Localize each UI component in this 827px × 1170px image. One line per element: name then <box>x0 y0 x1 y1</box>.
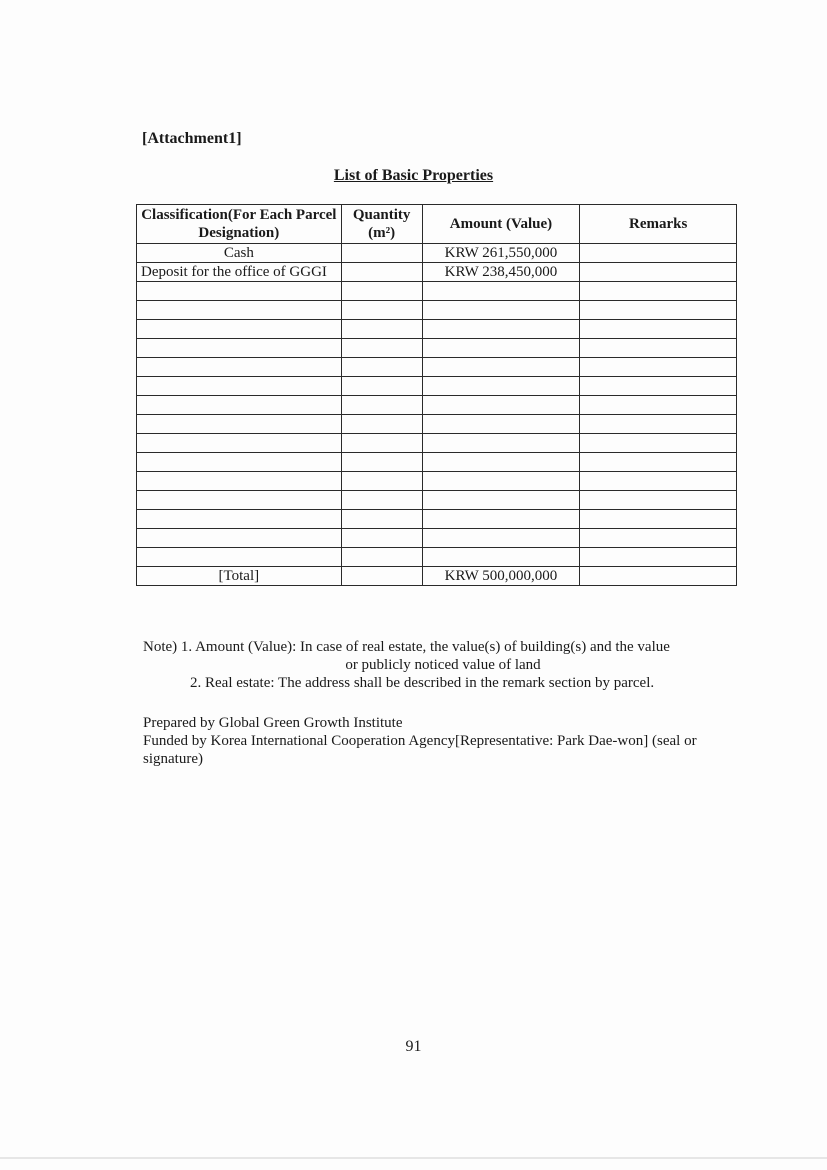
document-title: List of Basic Properties <box>333 167 494 184</box>
empty-cell <box>580 453 737 472</box>
table-row-empty <box>137 415 737 434</box>
empty-cell <box>341 434 422 453</box>
empty-cell <box>341 320 422 339</box>
table-row <box>137 244 737 263</box>
empty-cell <box>341 358 422 377</box>
empty-cell <box>422 510 580 529</box>
table-row-empty <box>137 434 737 453</box>
empty-cell <box>422 434 580 453</box>
properties-table <box>136 204 737 586</box>
empty-cell <box>341 282 422 301</box>
empty-cell <box>137 282 342 301</box>
empty-cell <box>341 472 422 491</box>
header-quantity: Quantity (m²) <box>341 205 422 244</box>
empty-cell <box>422 301 580 320</box>
table-row-empty <box>137 301 737 320</box>
empty-cell <box>422 282 580 301</box>
empty-cell <box>341 491 422 510</box>
empty-cell <box>137 339 342 358</box>
total-row <box>137 567 737 586</box>
cell-amount: KRW 261,550,000 <box>422 244 580 263</box>
table-row-empty <box>137 472 737 491</box>
header-remarks: Remarks <box>580 205 737 244</box>
empty-cell <box>137 491 342 510</box>
cell-quantity <box>341 244 422 263</box>
empty-cell <box>422 396 580 415</box>
empty-cell <box>580 320 737 339</box>
empty-cell <box>580 491 737 510</box>
table-row-empty <box>137 548 737 567</box>
empty-cell <box>137 529 342 548</box>
empty-cell <box>341 529 422 548</box>
empty-cell <box>137 472 342 491</box>
table-row-empty <box>137 377 737 396</box>
table-row-empty <box>137 358 737 377</box>
empty-cell <box>422 377 580 396</box>
table-row-empty <box>137 282 737 301</box>
empty-cell <box>422 320 580 339</box>
table-row-empty <box>137 491 737 510</box>
empty-cell <box>341 415 422 434</box>
empty-cell <box>580 548 737 567</box>
empty-cell <box>422 529 580 548</box>
scan-edge-divider <box>0 1157 827 1159</box>
empty-cell <box>422 472 580 491</box>
empty-cell <box>580 396 737 415</box>
table-header-row <box>137 205 737 244</box>
cell-quantity <box>341 263 422 282</box>
funded-by: Funded by Korea International Cooperation Agency[Representative: Park Dae-won] (seal or signature) <box>143 733 697 767</box>
empty-cell <box>580 358 737 377</box>
empty-cell <box>580 510 737 529</box>
empty-cell <box>422 548 580 567</box>
prepared-by: Prepared by Global Green Growth Institute <box>143 715 403 731</box>
notes <box>143 638 743 692</box>
table-row <box>137 263 737 282</box>
empty-cell <box>137 301 342 320</box>
empty-cell <box>341 377 422 396</box>
empty-cell <box>137 453 342 472</box>
empty-cell <box>422 453 580 472</box>
empty-cell <box>137 358 342 377</box>
empty-cell <box>580 415 737 434</box>
empty-cell <box>422 491 580 510</box>
empty-cell <box>341 339 422 358</box>
empty-cell <box>580 377 737 396</box>
empty-cell <box>580 434 737 453</box>
header-amount: Amount (Value) <box>422 205 580 244</box>
empty-cell <box>137 510 342 529</box>
empty-cell <box>341 548 422 567</box>
empty-cell <box>137 415 342 434</box>
table-row-empty <box>137 529 737 548</box>
empty-cell <box>580 472 737 491</box>
cell-amount: KRW 238,450,000 <box>422 263 580 282</box>
page-number: 91 <box>405 1038 422 1055</box>
table-row-empty <box>137 396 737 415</box>
empty-cell <box>580 529 737 548</box>
empty-cell <box>422 415 580 434</box>
total-remarks <box>580 567 737 586</box>
cell-classification: Cash <box>137 244 342 263</box>
empty-cell <box>137 396 342 415</box>
table-row-empty <box>137 453 737 472</box>
empty-cell <box>422 358 580 377</box>
note-1: Note) 1. Amount (Value): In case of real estate, the value(s) of building(s) and the value <box>143 639 670 655</box>
cell-remarks <box>580 263 737 282</box>
cell-remarks <box>580 244 737 263</box>
empty-cell <box>137 548 342 567</box>
empty-cell <box>580 301 737 320</box>
preparation-info <box>143 714 743 768</box>
empty-cell <box>137 320 342 339</box>
empty-cell <box>341 396 422 415</box>
table-row-empty <box>137 339 737 358</box>
empty-cell <box>422 339 580 358</box>
empty-cell <box>341 453 422 472</box>
empty-cell <box>137 377 342 396</box>
table-row-empty <box>137 320 737 339</box>
empty-cell <box>341 510 422 529</box>
empty-cell <box>341 301 422 320</box>
empty-cell <box>580 339 737 358</box>
cell-classification: Deposit for the office of GGGI <box>137 263 342 282</box>
total-label: [Total] <box>137 567 342 586</box>
note-1-continued: or publicly noticed value of land <box>345 657 541 673</box>
total-quantity <box>341 567 422 586</box>
header-classification: Classification(For Each Parcel Designation) <box>137 205 342 244</box>
empty-cell <box>580 282 737 301</box>
total-amount: KRW 500,000,000 <box>422 567 580 586</box>
table-row-empty <box>137 510 737 529</box>
attachment-label: [Attachment1] <box>142 130 242 147</box>
note-2: 2. Real estate: The address shall be described in the remark section by parcel. <box>190 675 655 691</box>
empty-cell <box>137 434 342 453</box>
